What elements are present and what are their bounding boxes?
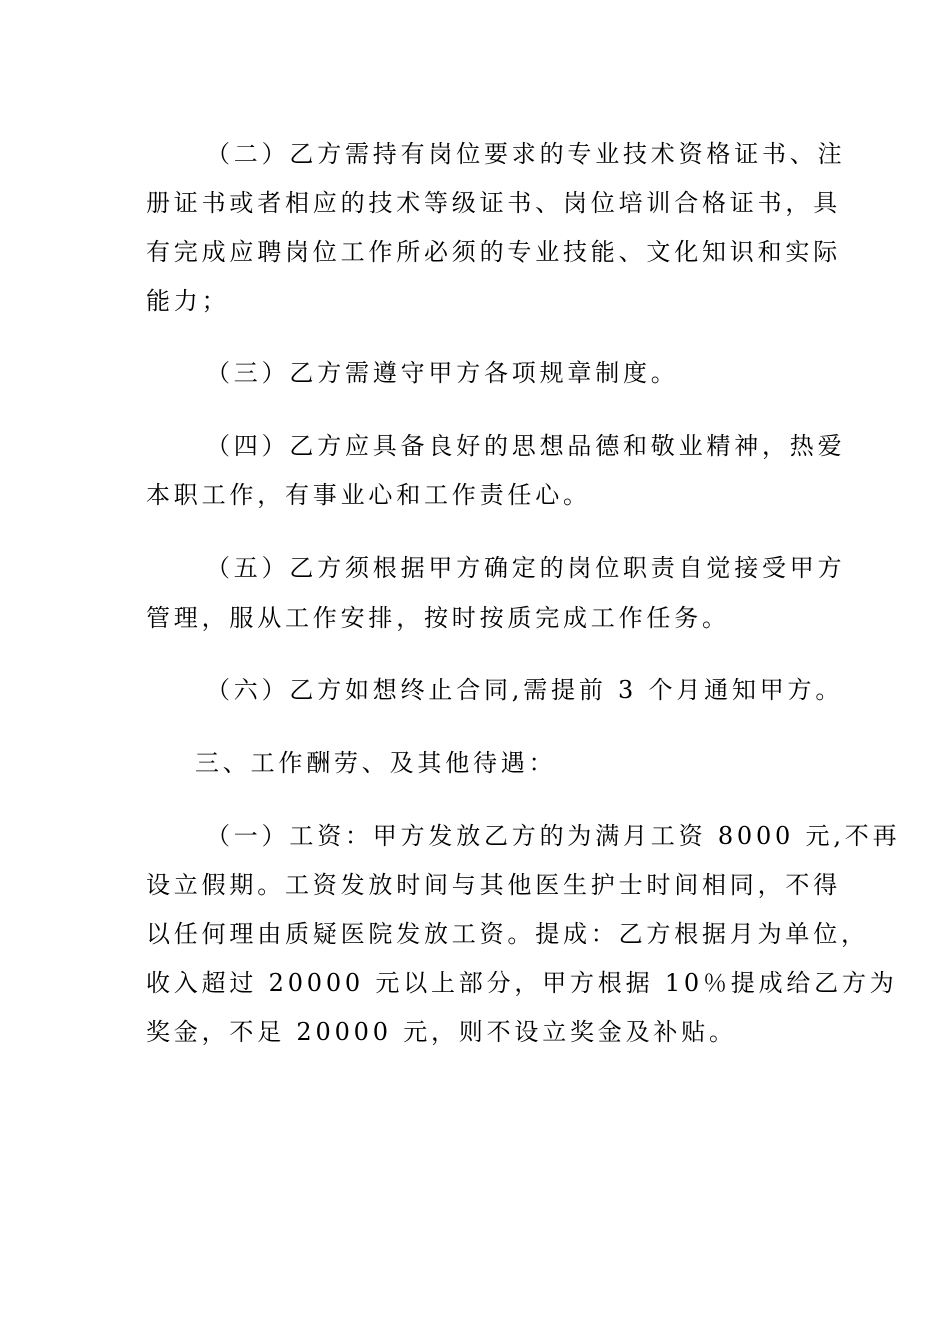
- paragraph-5-line-1: （五）乙方须根据甲方确定的岗位职责自觉接受甲方: [206, 554, 846, 582]
- paragraph-2-line-2: 册证书或者相应的技术等级证书、岗位培训合格证书，具: [146, 189, 841, 217]
- paragraph-6-line-1: （六）乙方如想终止合同,需提前 3 个月通知甲方。: [206, 676, 844, 704]
- salary-line-3: 以任何理由质疑医院发放工资。提成：乙方根据月为单位，: [146, 920, 869, 948]
- paragraph-2-line-1: （二）乙方需持有岗位要求的专业技术资格证书、注: [206, 140, 846, 168]
- paragraph-2-line-4: 能力；: [146, 287, 230, 315]
- section-heading-3: 三、工作酬劳、及其他待遇：: [195, 749, 557, 777]
- paragraph-2-line-3: 有完成应聘岗位工作所必须的专业技能、文化知识和实际: [146, 238, 841, 266]
- salary-line-4: 收入超过 20000 元以上部分，甲方根据 10％提成给乙方为: [146, 969, 898, 997]
- paragraph-3-line-1: （三）乙方需遵守甲方各项规章制度。: [206, 359, 679, 387]
- paragraph-4-line-1: （四）乙方应具备良好的思想品德和敬业精神，热爱: [206, 432, 846, 460]
- salary-line-5: 奖金，不足 20000 元，则不设立奖金及补贴。: [146, 1018, 737, 1046]
- paragraph-4-line-2: 本职工作，有事业心和工作责任心。: [146, 481, 591, 509]
- salary-line-1: （一）工资：甲方发放乙方的为满月工资 8000 元,不再: [206, 822, 901, 850]
- salary-line-2: 设立假期。工资发放时间与其他医生护士时间相同，不得: [146, 871, 841, 899]
- paragraph-5-line-2: 管理，服从工作安排，按时按质完成工作任务。: [146, 604, 730, 632]
